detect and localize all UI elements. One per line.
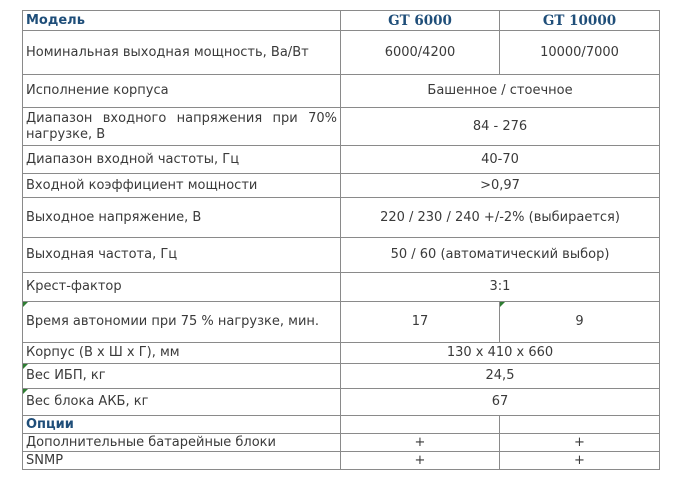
option-gt10000: + — [500, 452, 660, 470]
row-value: >0,97 — [341, 174, 660, 198]
row-label: Входной коэффициент мощности — [23, 174, 341, 198]
row-value: 50 / 60 (автоматический выбор) — [341, 238, 660, 273]
table-row — [23, 238, 660, 273]
spec-table — [22, 10, 660, 470]
table-row — [23, 452, 660, 470]
row-label: Исполнение корпуса — [23, 75, 341, 108]
options-section-row — [23, 416, 660, 434]
table-row — [23, 174, 660, 198]
table-row — [23, 389, 660, 416]
table-row — [23, 364, 660, 389]
model-gt6000-header: GT 6000 — [341, 11, 500, 31]
header-row — [23, 11, 660, 31]
row-value-gt10000: 10000/7000 — [500, 31, 660, 75]
model-header: Модель — [23, 11, 341, 31]
row-label: Вес ИБП, кг — [23, 364, 341, 389]
row-value: 220 / 230 / 240 +/-2% (выбирается) — [341, 198, 660, 238]
row-label: Время автономии при 75 % нагрузке, мин. — [23, 302, 341, 343]
row-label: Вес блока АКБ, кг — [23, 389, 341, 416]
row-value-gt6000: 6000/4200 — [341, 31, 500, 75]
table-row — [23, 75, 660, 108]
option-label: SNMP — [23, 452, 341, 470]
row-value: 24,5 — [341, 364, 660, 389]
table-row — [23, 198, 660, 238]
option-gt10000: + — [500, 434, 660, 452]
table-row — [23, 302, 660, 343]
row-value: 3:1 — [341, 273, 660, 302]
row-value: 130 х 410 х 660 — [341, 343, 660, 364]
options-section-title: Опции — [23, 416, 341, 434]
table-row — [23, 273, 660, 302]
table-row — [23, 343, 660, 364]
row-value: 67 — [341, 389, 660, 416]
row-label: Крест-фактор — [23, 273, 341, 302]
model-gt10000-header: GT 10000 — [500, 11, 660, 31]
table-row — [23, 31, 660, 75]
row-value: 40-70 — [341, 146, 660, 174]
row-label: Диапазон входного напряжения при 70% нагрузке, В — [23, 108, 341, 146]
table-row — [23, 434, 660, 452]
row-value-gt6000: 17 — [341, 302, 500, 343]
table-row — [23, 146, 660, 174]
option-gt6000: + — [341, 434, 500, 452]
empty-cell — [500, 416, 660, 434]
row-value: Башенное / стоечное — [341, 75, 660, 108]
row-value: 84 - 276 — [341, 108, 660, 146]
row-label: Диапазон входной частоты, Гц — [23, 146, 341, 174]
row-label: Выходное напряжение, В — [23, 198, 341, 238]
row-label: Номинальная выходная мощность, Ва/Вт — [23, 31, 341, 75]
option-gt6000: + — [341, 452, 500, 470]
row-label: Выходная частота, Гц — [23, 238, 341, 273]
row-label: Корпус (В х Ш х Г), мм — [23, 343, 341, 364]
table-row — [23, 108, 660, 146]
row-value-gt10000: 9 — [500, 302, 660, 343]
empty-cell — [341, 416, 500, 434]
option-label: Дополнительные батарейные блоки — [23, 434, 341, 452]
